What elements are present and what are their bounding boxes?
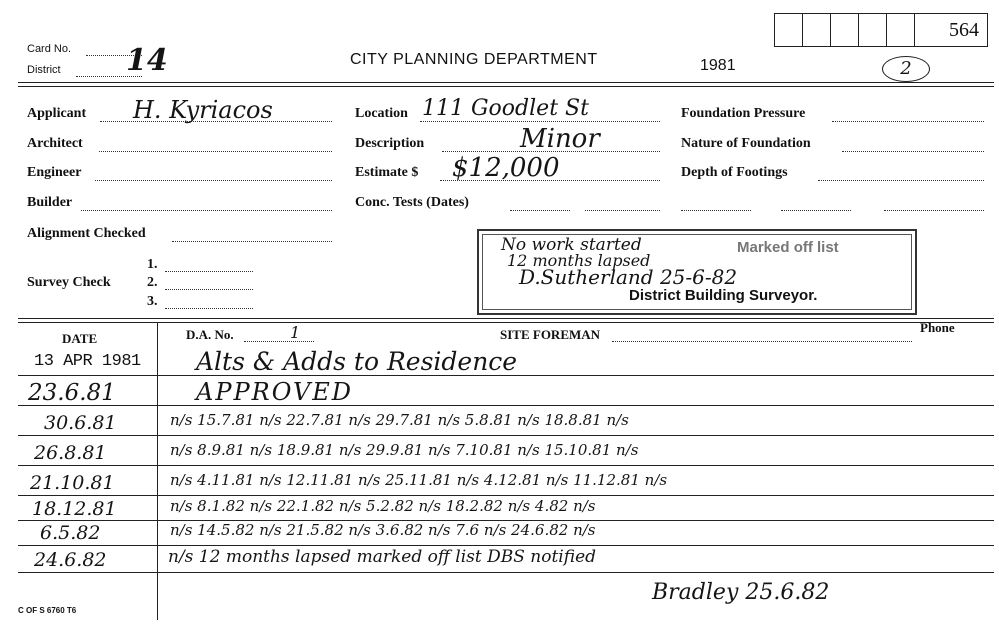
- surveyor-stamp: [477, 229, 917, 315]
- stamp-marked: Marked off list: [737, 239, 839, 256]
- department-title: CITY PLANNING DEPARTMENT: [350, 51, 598, 68]
- alignment-label: Alignment Checked: [27, 226, 146, 241]
- log-entry-6: n/s 8.1.82 n/s 22.1.82 n/s 5.2.82 n/s 18.2.82 n/s 4.82 n/s: [170, 497, 596, 515]
- card-no-label: Card No.: [27, 43, 72, 55]
- year: 1981: [700, 57, 736, 74]
- date-header: DATE: [62, 331, 98, 346]
- card-number-box: [774, 13, 988, 47]
- survey-check-label: Survey Check: [27, 275, 111, 290]
- survey-item-3: 3.: [147, 294, 158, 309]
- da-no-header: D.A. No.: [186, 327, 234, 342]
- log-date-4: 26.8.81: [34, 442, 107, 464]
- stamp-line-1: No work started: [501, 235, 642, 255]
- log-entry-4: n/s 8.9.81 n/s 18.9.81 n/s 29.9.81 n/s 7.10.81 n/s 15.10.81 n/s: [170, 441, 639, 459]
- foundation-pressure-label: Foundation Pressure: [681, 106, 806, 121]
- applicant-value: H. Kyriacos: [133, 96, 273, 124]
- log-entry-3: n/s 15.7.81 n/s 22.7.81 n/s 29.7.81 n/s 5.8.81 n/s 18.8.81 n/s: [170, 411, 629, 429]
- log-entry-8: n/s 12 months lapsed marked off list DBS notified: [168, 547, 597, 567]
- card-no-value: 14: [126, 43, 168, 78]
- signoff-signature: Bradley 25.6.82: [652, 580, 830, 605]
- builder-label: Builder: [27, 195, 73, 210]
- location-label: Location: [355, 106, 408, 121]
- log-date-1: 13 APR 1981: [34, 352, 141, 371]
- survey-item-2: 2.: [147, 275, 158, 290]
- depth-of-footings-label: Depth of Footings: [681, 165, 788, 180]
- nature-of-foundation-label: Nature of Foundation: [681, 136, 811, 151]
- conc-tests-label: Conc. Tests (Dates): [355, 195, 469, 210]
- applicant-label: Applicant: [27, 106, 87, 121]
- log-entry-5: n/s 4.11.81 n/s 12.11.81 n/s 25.11.81 n/s 4.12.81 n/s 11.12.81 n/s: [170, 471, 668, 489]
- log-date-6: 18.12.81: [32, 498, 117, 520]
- phone-header: Phone: [920, 320, 955, 335]
- estimate-value: $12,000: [452, 153, 560, 183]
- log-date-5: 21.10.81: [30, 472, 115, 494]
- description-label: Description: [355, 136, 425, 151]
- engineer-label: Engineer: [27, 165, 82, 180]
- log-entry-1: Alts & Adds to Residence: [196, 347, 518, 376]
- da-no-value: 1: [290, 323, 301, 342]
- card-number: 564: [949, 19, 979, 41]
- log-date-3: 30.6.81: [44, 412, 117, 434]
- site-foreman-header: SITE FOREMAN: [500, 327, 601, 342]
- circled-number: [882, 56, 930, 82]
- location-value: 111 Goodlet St: [422, 96, 589, 121]
- estimate-label: Estimate $: [355, 165, 419, 180]
- architect-label: Architect: [27, 136, 83, 151]
- survey-item-1: 1.: [147, 257, 158, 272]
- log-date-8: 24.6.82: [34, 549, 107, 571]
- log-entry-2: APPROVED: [196, 378, 354, 406]
- stamp-signature: D.Sutherland 25-6-82: [519, 265, 738, 289]
- form-code: C OF S 6760 T6: [18, 606, 77, 615]
- district-label: District: [27, 64, 61, 76]
- log-date-2: 23.6.81: [28, 380, 116, 406]
- description-value: Minor: [520, 124, 600, 154]
- circled-value: 2: [900, 58, 912, 79]
- log-entry-7: n/s 14.5.82 n/s 21.5.82 n/s 3.6.82 n/s 7.6 n/s 24.6.82 n/s: [170, 521, 596, 539]
- log-date-7: 6.5.82: [40, 522, 101, 544]
- stamp-line-2: 12 months lapsed: [507, 251, 651, 270]
- stamp-title: District Building Surveyor.: [629, 287, 818, 304]
